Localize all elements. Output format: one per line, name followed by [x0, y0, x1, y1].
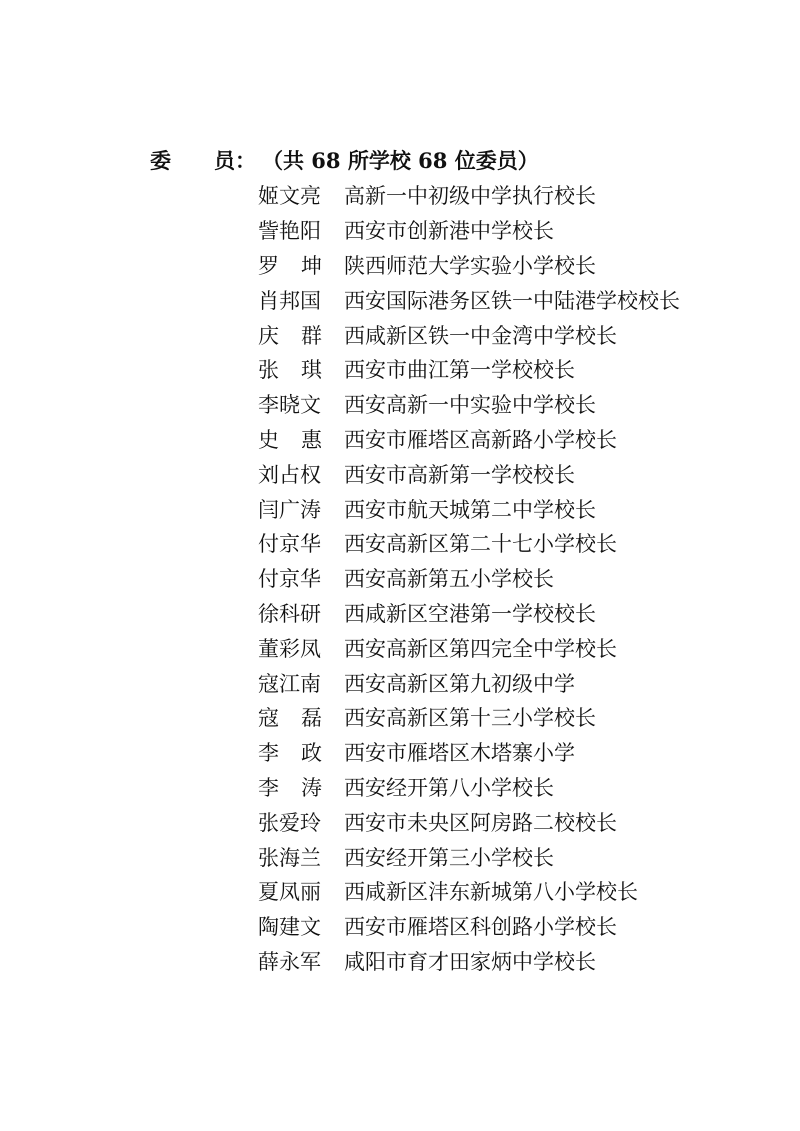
committee-label-part2: 员： [214, 148, 256, 173]
member-name: 张海兰 [258, 845, 321, 870]
member-name: 肖邦国 [258, 288, 321, 313]
member-name: 付京华 [258, 532, 321, 557]
member-row [258, 352, 680, 387]
member-name: 刘占权 [258, 462, 321, 487]
member-name: 寇江南 [258, 671, 321, 696]
member-name: 付京华 [258, 567, 321, 592]
member-name: 闫广涛 [258, 497, 321, 522]
member-title: 陕西师范大学实验小学校长 [344, 253, 596, 278]
member-row [258, 282, 680, 317]
member-name: 张爱玲 [258, 810, 321, 835]
member-row [258, 248, 680, 283]
member-name [258, 702, 322, 732]
member-title: 西安高新区第九初级中学 [344, 671, 575, 696]
member-name-char: 坤 [301, 253, 322, 278]
member-title: 西安市高新第一学校校长 [344, 462, 575, 487]
member-name-char: 政 [301, 741, 322, 766]
member-row [258, 213, 680, 248]
member-name: 訾艳阳 [258, 219, 321, 244]
member-name-char: 群 [301, 323, 322, 348]
member-row [258, 770, 680, 805]
member-name: 陶建文 [258, 915, 321, 940]
committee-count-note: （共 68 所学校 68 位委员） [262, 148, 539, 173]
member-name-char: 琪 [301, 358, 322, 383]
member-title: 西安市航天城第二中学校长 [344, 497, 596, 522]
member-title: 西安高新区第四完全中学校长 [344, 636, 617, 661]
member-row [258, 944, 680, 979]
member-title: 西安市创新港中学校长 [344, 219, 554, 244]
member-row [258, 178, 680, 213]
member-name-char: 惠 [301, 427, 322, 452]
member-title: 西安高新一中实验中学校长 [344, 393, 596, 418]
member-title: 西安市未央区阿房路二校校长 [344, 810, 617, 835]
committee-heading [150, 146, 539, 176]
member-title: 西咸新区沣东新城第八小学校长 [344, 880, 638, 905]
member-name-char: 史 [258, 427, 279, 452]
member-title: 西安市雁塔区高新路小学校长 [344, 427, 617, 452]
member-title: 西安市雁塔区科创路小学校长 [344, 915, 617, 940]
member-name-char: 涛 [301, 775, 322, 800]
member-title: 西安国际港务区铁一中陆港学校校长 [344, 288, 680, 313]
member-name-char: 李 [258, 775, 279, 800]
member-row [258, 909, 680, 944]
member-row [258, 526, 680, 561]
member-row [258, 491, 680, 526]
member-title: 西安高新区第二十七小学校长 [344, 532, 617, 557]
member-name-char: 李 [258, 741, 279, 766]
member-list [258, 178, 680, 978]
member-row [258, 735, 680, 770]
member-title: 西安经开第三小学校长 [344, 845, 554, 870]
member-title: 西咸新区铁一中金湾中学校长 [344, 323, 617, 348]
member-row [258, 596, 680, 631]
member-name-char: 磊 [301, 706, 322, 731]
member-row [258, 456, 680, 491]
member-title: 咸阳市育才田家炳中学校长 [344, 949, 596, 974]
member-row [258, 561, 680, 596]
member-title: 西安高新区第十三小学校长 [344, 706, 596, 731]
member-name [258, 320, 322, 350]
member-title: 西安经开第八小学校长 [344, 775, 554, 800]
member-row [258, 665, 680, 700]
member-name [258, 250, 322, 280]
member-row [258, 874, 680, 909]
member-name-char: 罗 [258, 253, 279, 278]
member-name: 徐科研 [258, 601, 321, 626]
member-row [258, 700, 680, 735]
member-name [258, 737, 322, 767]
member-name: 李晓文 [258, 393, 321, 418]
member-row [258, 317, 680, 352]
committee-label [150, 146, 262, 176]
member-name-char: 寇 [258, 706, 279, 731]
member-name: 姬文亮 [258, 184, 321, 209]
member-row [258, 387, 680, 422]
committee-label-part1: 委 [150, 148, 171, 173]
member-row [258, 839, 680, 874]
member-name: 薛永军 [258, 949, 321, 974]
member-name: 董彩凤 [258, 636, 321, 661]
member-title: 高新一中初级中学执行校长 [344, 184, 596, 209]
member-name-char: 张 [258, 358, 279, 383]
member-name [258, 424, 322, 454]
member-name: 夏凤丽 [258, 880, 321, 905]
member-row [258, 804, 680, 839]
member-title: 西安高新第五小学校长 [344, 567, 554, 592]
member-title: 西咸新区空港第一学校校长 [344, 601, 596, 626]
member-title: 西安市曲江第一学校校长 [344, 358, 575, 383]
member-row [258, 630, 680, 665]
member-name-char: 庆 [258, 323, 279, 348]
member-title: 西安市雁塔区木塔寨小学 [344, 741, 575, 766]
member-row [258, 422, 680, 457]
member-name [258, 772, 322, 802]
member-name [258, 354, 322, 384]
